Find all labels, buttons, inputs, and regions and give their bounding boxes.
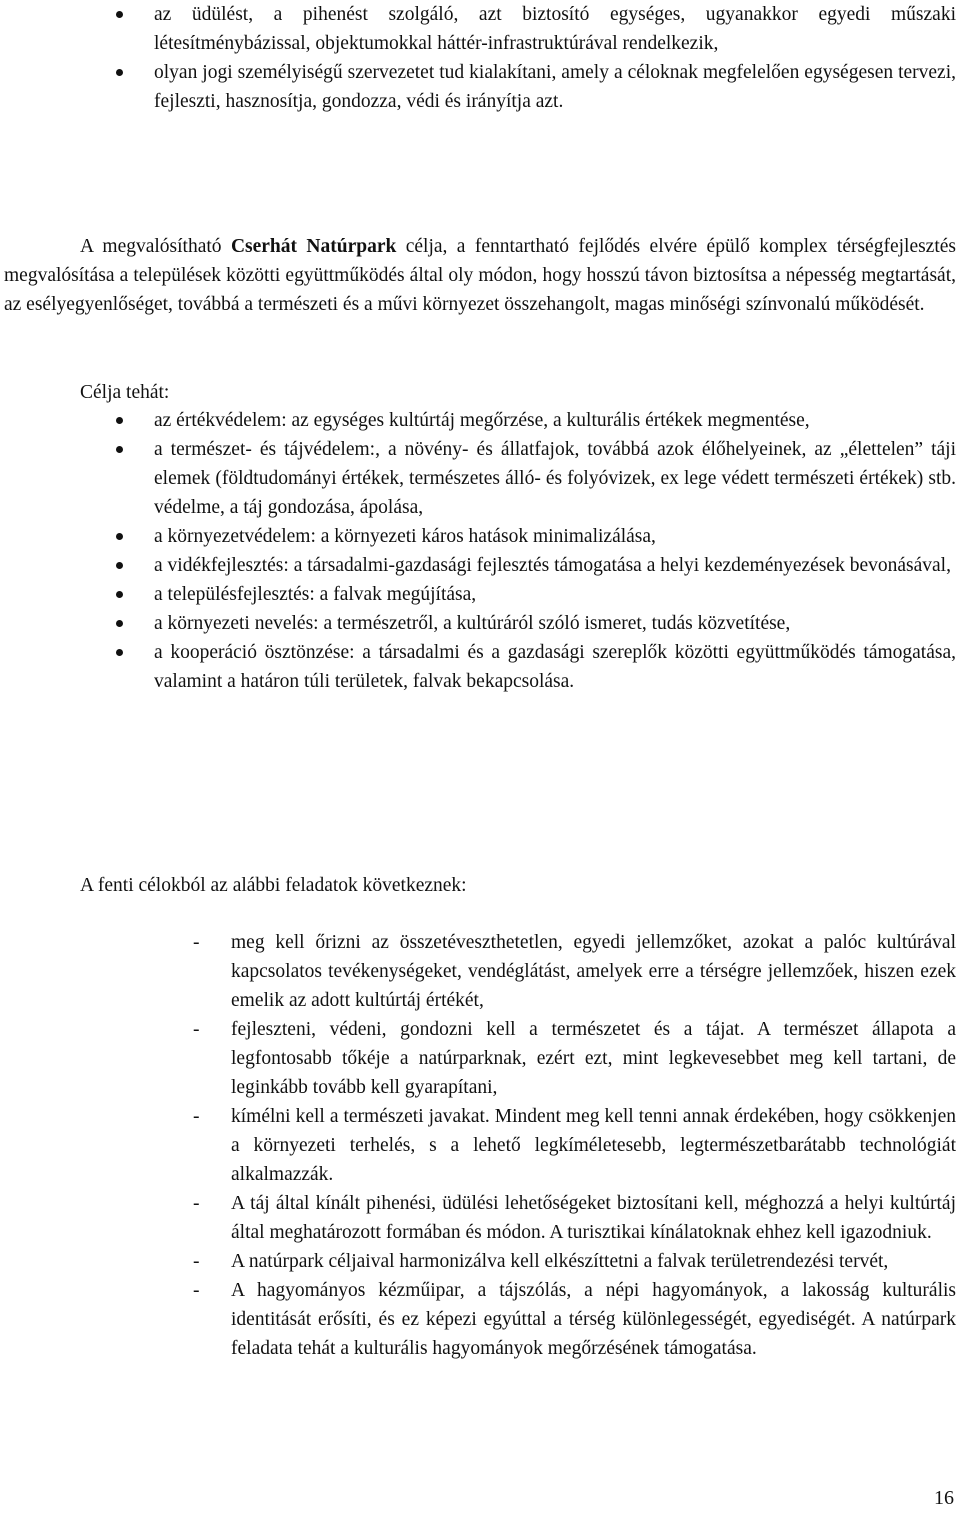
- list-item-text: az értékvédelem: az egységes kultúrtáj megőrzése, a kulturális értékek megmentése,: [154, 410, 810, 431]
- park-name: Cserhát Natúrpark: [230, 236, 397, 257]
- goals-heading: [80, 378, 169, 407]
- page-number: 16: [934, 1487, 954, 1509]
- list-item: [154, 580, 956, 609]
- top-bullet-list: [154, 0, 956, 116]
- list-item: [193, 1276, 956, 1363]
- tasks-heading: [80, 871, 467, 900]
- dash-marker: -: [193, 1193, 200, 1214]
- list-item-text: a vidékfejlesztés: a társadalmi-gazdasági fejlesztés támogatása a helyi kezdeményezések bevonásával,: [154, 555, 951, 576]
- list-item: [154, 406, 956, 435]
- bullet-icon: [116, 533, 123, 540]
- tasks-list: [193, 928, 956, 1363]
- list-item: [154, 638, 956, 696]
- list-item: [154, 609, 956, 638]
- bullet-icon: [116, 446, 123, 453]
- intro-text-end: célja, a fenntartható fejlődés elvére épülő komplex térségfejlesztés megvalósítása a települések közötti együttműködés által oly módon, hogy hosszú távon biztosítsa a népesség megtartását, az esélyegyenlőséget, továbbá a természeti és a művi környezet összehangolt, magas minőségi színvonalú működését.: [4, 236, 956, 315]
- bullet-icon: [116, 591, 123, 598]
- list-item: [154, 551, 956, 580]
- bullet-icon: [116, 562, 123, 569]
- goals-heading-text: Célja tehát:: [80, 382, 170, 403]
- list-item: [193, 928, 956, 1015]
- dash-marker: -: [193, 1106, 200, 1127]
- intro-text-start: A megvalósítható: [80, 236, 231, 257]
- tasks-heading-text: A fenti célokból az alábbi feladatok következnek:: [80, 875, 467, 896]
- list-item-text: fejleszteni, védeni, gondozni kell a természetet és a tájat. A természet állapota a legfontosabb tőkéje a natúrparknak, ezért ezt, mint legkevesebbet meg kell tartani, de leginkább tovább kell gyarapítani,: [231, 1019, 956, 1098]
- dash-marker: -: [193, 932, 200, 953]
- list-item: [154, 435, 956, 522]
- list-item: [193, 1189, 956, 1247]
- bullet-icon: [116, 417, 123, 424]
- bullet-icon: [116, 649, 123, 656]
- list-item-text: a településfejlesztés: a falvak megújítása,: [154, 584, 477, 605]
- list-item-text: az üdülést, a pihenést szolgáló, azt biztosító egységes, ugyanakkor egyedi műszaki létesítménybázissal, objektumokkal háttér-infrastruktúrával rendelkezik,: [154, 4, 956, 54]
- list-item: [154, 522, 956, 551]
- bullet-icon: [116, 620, 123, 627]
- list-item: [154, 58, 956, 116]
- list-item-text: A hagyományos kézműipar, a tájszólás, a népi hagyományok, a lakosság kulturális identitását erősíti, és ez képezi egyúttal a térség különlegességét, egyediségét. A natúrpark feladata tehát a kulturális hagyományok megőrzésének támogatása.: [231, 1280, 956, 1359]
- intro-paragraph: [4, 232, 956, 319]
- dash-marker: -: [193, 1019, 200, 1040]
- dash-marker: -: [193, 1251, 200, 1272]
- list-item: [193, 1247, 956, 1276]
- list-item-text: olyan jogi személyiségű szervezetet tud kialakítani, amely a céloknak megfelelően egységesen tervezi, fejleszti, hasznosítja, gondozza, védi és irányítja azt.: [154, 62, 956, 112]
- list-item-text: A táj által kínált pihenési, üdülési lehetőségeket biztosítani kell, méghozzá a helyi kultúrtáj által meghatározott formában és módon. A turisztikai kínálatoknak ehhez kell igazodniuk.: [231, 1193, 956, 1243]
- list-item: [154, 0, 956, 58]
- bullet-icon: [116, 69, 123, 76]
- list-item-text: meg kell őrizni az összetéveszthetetlen, egyedi jellemzőket, azokat a palóc kultúrával kapcsolatos tevékenységeket, vendéglátást, amelyek erre a térségre jellemzőek, hiszen ezek emelik az adott kultúrtáj értékét,: [231, 932, 956, 1011]
- list-item: [193, 1015, 956, 1102]
- list-item-text: a természet- és tájvédelem:, a növény- és állatfajok, továbbá azok élőhelyeinek, az „élettelen” táji elemek (földtudományi értékek, természetes álló- és folyóvizek, ex lege védett természeti értékek) stb. védelme, a táj gondozása, ápolása,: [154, 439, 956, 518]
- goals-list: [154, 406, 956, 696]
- list-item-text: a kooperáció ösztönzése: a társadalmi és a gazdasági szereplők közötti együttműködés támogatása, valamint a határon túli területek, falvak bekapcsolása.: [154, 642, 956, 692]
- list-item-text: a környezeti nevelés: a természetről, a kultúráról szóló ismeret, tudás közvetítése,: [154, 613, 791, 634]
- dash-marker: -: [193, 1280, 200, 1301]
- list-item-text: a környezetvédelem: a környezeti káros hatások minimalizálása,: [154, 526, 656, 547]
- bullet-icon: [116, 11, 123, 18]
- list-item: [193, 1102, 956, 1189]
- list-item-text: kímélni kell a természeti javakat. Mindent meg kell tenni annak érdekében, hogy csökkenjen a környezeti terhelés, s a lehető legkíméletesebb, legtermészetbarátabb technológiát alkalmazzák.: [231, 1106, 956, 1185]
- list-item-text: A natúrpark céljaival harmonizálva kell elkészíttetni a falvak területrendezési tervét,: [231, 1251, 889, 1272]
